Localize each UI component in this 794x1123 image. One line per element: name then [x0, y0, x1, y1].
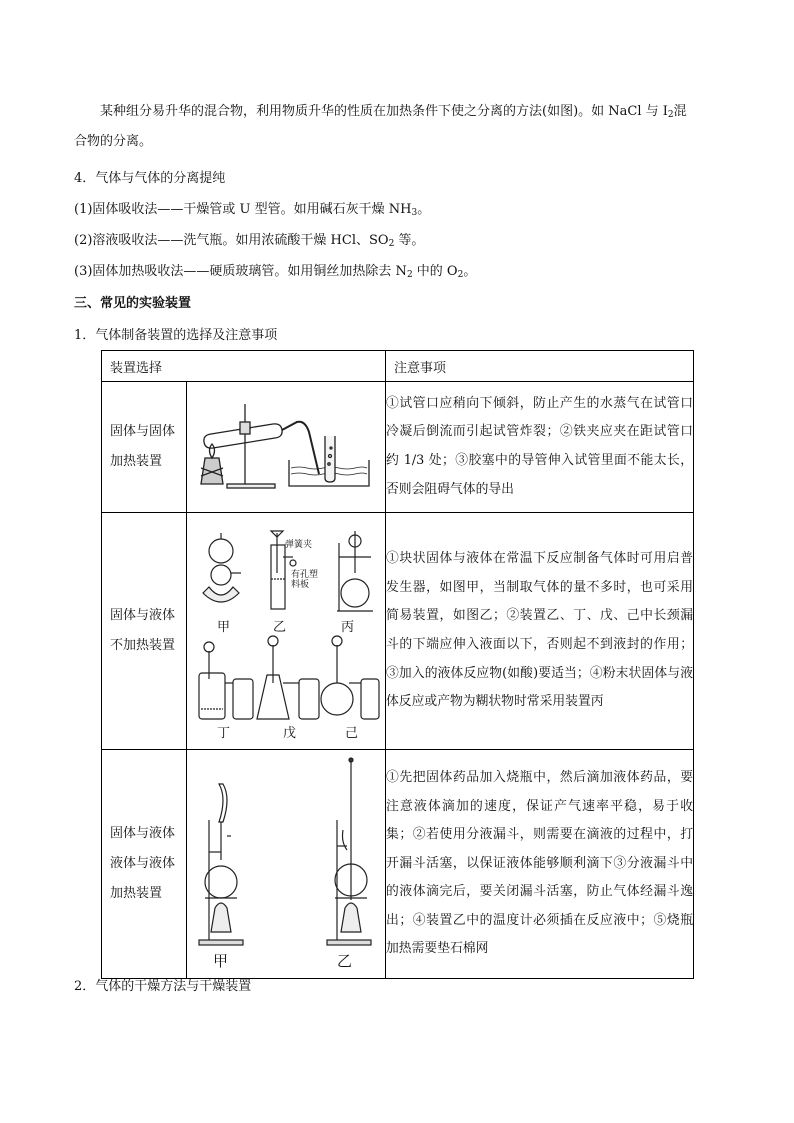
row-3-label: 固体与液体 液体与液体 加热装置 [102, 750, 187, 979]
stand-base [227, 484, 275, 488]
apparatus-ji-figure [321, 636, 379, 719]
apparatus-wu-figure [257, 636, 319, 719]
fig-label-jia-3: 甲 [213, 952, 229, 970]
section-4-title: 4．气体与气体的分离提纯 [74, 171, 226, 186]
row-1-label: 固体与固体 加热装置 [102, 382, 187, 513]
row-2-figure [187, 513, 386, 750]
fig-label-bing: 丙 [341, 620, 355, 635]
row-2-notes: ①块状固体与液体在常温下反应制备气体时可用启普发生器，如图甲，当制取气体的量不多时，也可采用简易装置，如图乙；②装置乙、丁、戊、己中长颈漏斗的下端应伸入液面以下，否则起不到液封的作用；③加入的液体反应物(如酸)要适当；④粉末状固体与液体反应或产物为糊状物时常采用装置丙 [386, 513, 694, 750]
collection-tube [325, 436, 335, 482]
fig-label-yi-3: 乙 [337, 952, 353, 970]
flame [210, 444, 215, 458]
thermometer-apparatus-figure [327, 758, 371, 945]
separatory-funnel-apparatus-figure [199, 784, 243, 945]
table-row [102, 382, 694, 513]
section-3-heading: 三、常见的实验装置 [74, 296, 192, 311]
perforated-plate-label-1: 有孔塑 [291, 570, 319, 580]
perforated-plate-label-2: 料板 [291, 580, 310, 590]
spring-clamp-label: 弹簧夹 [285, 540, 313, 550]
clamp [240, 422, 250, 434]
kipp-generator-figure [203, 533, 241, 602]
liquid-heating-apparatus-figure [187, 750, 385, 974]
row-1-figure [187, 382, 386, 513]
apparatus-ding-figure [199, 642, 253, 719]
fig-label-ding: 丁 [217, 726, 231, 741]
section-4-item-1: (1)固体吸收法——干燥管或 U 型管。如用碱石灰干燥 $NH_3$。 [74, 202, 431, 218]
fig-label-jia: 甲 [217, 620, 231, 635]
section-4-item-3: (3)固体加热吸收法——硬质玻璃管。如用铜丝加热除去 $N_2$ 中的 $O_2$。 [74, 264, 477, 280]
delivery-tube [282, 422, 319, 474]
row-2-label: 固体与液体 不加热装置 [102, 513, 187, 750]
row-3-figure [187, 750, 386, 979]
table-row [102, 750, 694, 979]
intro-line-1: 某种组分易升华的混合物，利用物质升华的性质在加热条件下使之分离的方法(如图)。如 NaCl 与 $I_2$混 [100, 104, 687, 120]
subsection-1-title: 1．气体制备装置的选择及注意事项 [74, 328, 278, 343]
intro-line-2: 合物的分离。 [74, 134, 153, 149]
fig-label-wu: 戊 [283, 726, 297, 741]
flask-apparatus-figure [337, 531, 373, 611]
table-row [102, 513, 694, 750]
solid-solid-heating-apparatus-figure [187, 382, 385, 508]
solid-liquid-no-heat-apparatus-figure [187, 513, 385, 745]
apparatus-table [101, 350, 694, 979]
section-4-item-2: (2)溶液吸收法——洗气瓶。如用浓硫酸干燥 HCl、$SO_2$ 等。 [74, 233, 425, 249]
fig-label-ji: 己 [345, 726, 359, 741]
alcohol-lamp [201, 458, 223, 484]
row-1-notes: ①试管口应稍向下倾斜，防止产生的水蒸气在试管口冷凝后倒流而引起试管炸裂；②铁夹应夹在距试管口约 1/3 处；③胶塞中的导管伸入试管里面不能太长，否则会阻碍气体的导出 [386, 382, 694, 513]
header-notes: 注意事项 [386, 351, 694, 382]
header-apparatus: 装置选择 [102, 351, 386, 382]
fig-label-yi: 乙 [273, 620, 287, 635]
row-3-notes: ①先把固体药品加入烧瓶中，然后滴加液体药品，要注意液体滴加的速度，保证产气速率平稳，易于收集；②若使用分液漏斗，则需要在滴液的过程中，打开漏斗活塞，以保证液体能够顺利滴下③分液漏斗中的液体滴完后，要关闭漏斗活塞，防止气体经漏斗逸出；④装置乙中的温度计必须插在反应液中；⑤烧瓶加热需要垫石棉网 [386, 750, 694, 979]
subsection-2-title: 2．气体的干燥方法与干燥装置 [74, 979, 252, 994]
table-header-row [102, 351, 694, 382]
